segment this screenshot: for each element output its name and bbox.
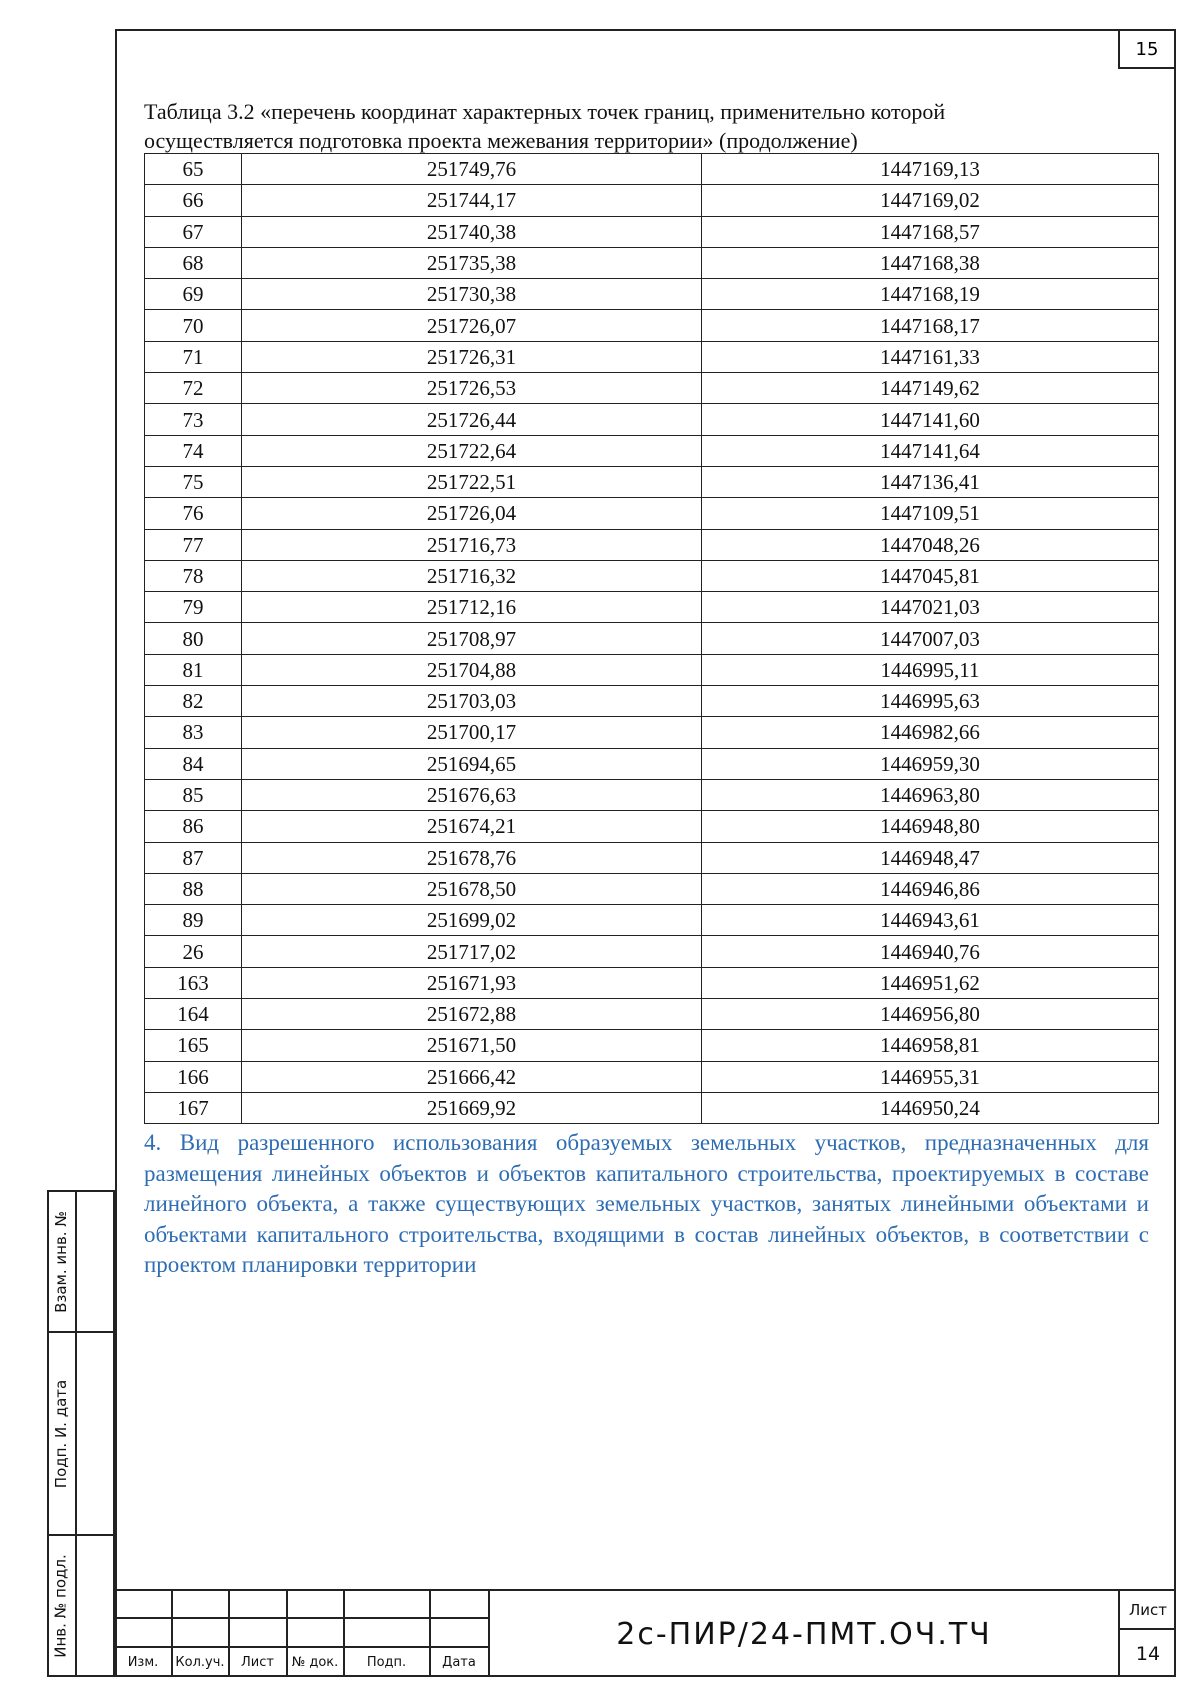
table-row	[145, 310, 1159, 341]
x-coordinate-cell: 251676,63	[242, 779, 702, 810]
point-number-cell: 165	[145, 1030, 242, 1061]
x-coordinate-cell: 251699,02	[242, 905, 702, 936]
x-coordinate-cell: 251726,04	[242, 498, 702, 529]
table-row	[145, 999, 1159, 1030]
point-number-cell: 73	[145, 404, 242, 435]
table-row	[145, 623, 1159, 654]
y-coordinate-cell: 1446959,30	[702, 748, 1159, 779]
side-label-inv-text: Инв. № подл.	[52, 1553, 71, 1658]
table-row	[145, 560, 1159, 591]
table-row	[145, 936, 1159, 967]
table-caption: Таблица 3.2 «перечень координат характерных точек границ, применительно которой осуществляется подготовка проекта межевания территории» (продолжение)	[144, 99, 946, 153]
tb-label-izm: Изм.	[127, 1655, 159, 1670]
point-number-cell: 85	[145, 779, 242, 810]
point-number-cell: 71	[145, 341, 242, 372]
x-coordinate-cell: 251726,07	[242, 310, 702, 341]
side-label-vzam-text: Взам. инв. №	[52, 1210, 70, 1313]
point-number-cell: 79	[145, 592, 242, 623]
x-coordinate-cell: 251700,17	[242, 717, 702, 748]
tb-label-doc-number: № док.	[291, 1655, 339, 1670]
side-label-podp	[47, 1331, 75, 1536]
point-number-cell: 69	[145, 279, 242, 310]
tb-label-data: Дата	[442, 1655, 476, 1670]
y-coordinate-cell: 1446946,86	[702, 873, 1159, 904]
point-number-cell: 166	[145, 1061, 242, 1092]
table-row	[145, 1092, 1159, 1123]
x-coordinate-cell: 251717,02	[242, 936, 702, 967]
point-number-cell: 84	[145, 748, 242, 779]
point-number-cell: 67	[145, 216, 242, 247]
table-row	[145, 842, 1159, 873]
y-coordinate-cell: 1447149,62	[702, 373, 1159, 404]
x-coordinate-cell: 251716,32	[242, 560, 702, 591]
x-coordinate-cell: 251694,65	[242, 748, 702, 779]
document-code: 2с-ПИР/24-ПМТ.ОЧ.ТЧ	[616, 1616, 992, 1652]
title-block	[115, 1589, 1176, 1677]
x-coordinate-cell: 251749,76	[242, 154, 702, 185]
point-number-cell: 74	[145, 435, 242, 466]
table-row	[145, 279, 1159, 310]
x-coordinate-cell: 251712,16	[242, 592, 702, 623]
table-row	[145, 779, 1159, 810]
point-number-cell: 72	[145, 373, 242, 404]
y-coordinate-cell: 1447168,19	[702, 279, 1159, 310]
y-coordinate-cell: 1446955,31	[702, 1061, 1159, 1092]
table-row	[145, 717, 1159, 748]
y-coordinate-cell: 1447045,81	[702, 560, 1159, 591]
y-coordinate-cell: 1447136,41	[702, 466, 1159, 497]
x-coordinate-cell: 251678,50	[242, 873, 702, 904]
point-number-cell: 77	[145, 529, 242, 560]
table-row	[145, 185, 1159, 216]
table-row	[145, 529, 1159, 560]
x-coordinate-cell: 251735,38	[242, 247, 702, 278]
table-row	[145, 373, 1159, 404]
x-coordinate-cell: 251740,38	[242, 216, 702, 247]
table-row	[145, 967, 1159, 998]
table-row	[145, 1030, 1159, 1061]
table-row	[145, 905, 1159, 936]
x-coordinate-cell: 251671,93	[242, 967, 702, 998]
table-row	[145, 404, 1159, 435]
y-coordinate-cell: 1446958,81	[702, 1030, 1159, 1061]
point-number-cell: 83	[145, 717, 242, 748]
y-coordinate-cell: 1446948,47	[702, 842, 1159, 873]
table-row	[145, 748, 1159, 779]
y-coordinate-cell: 1447048,26	[702, 529, 1159, 560]
y-coordinate-cell: 1446956,80	[702, 999, 1159, 1030]
coordinates-table-body	[145, 154, 1159, 1124]
y-coordinate-cell: 1446950,24	[702, 1092, 1159, 1123]
y-coordinate-cell: 1447141,64	[702, 435, 1159, 466]
table-row	[145, 873, 1159, 904]
x-coordinate-cell: 251722,64	[242, 435, 702, 466]
x-coordinate-cell: 251708,97	[242, 623, 702, 654]
side-label-podp-text: Подп. И. дата	[52, 1379, 71, 1488]
y-coordinate-cell: 1447169,02	[702, 185, 1159, 216]
x-coordinate-cell: 251716,73	[242, 529, 702, 560]
y-coordinate-cell: 1446963,80	[702, 779, 1159, 810]
table-row	[145, 216, 1159, 247]
section-4-text: 4. Вид разрешенного использования образуемых земельных участков, предназначенных для размещения линейных объектов и объектов капитального строительства, проектируемых в составе линейного объекта, а также существующих земельных участков, занятых линейными объектами и объектами капитального строительства, входящими в состав линейных объектов, в соответствии с проектом планировки территории	[144, 1130, 1149, 1278]
table-row	[145, 341, 1159, 372]
table-row	[145, 154, 1159, 185]
sheet-number: 14	[1135, 1642, 1161, 1665]
x-coordinate-cell: 251669,92	[242, 1092, 702, 1123]
table-row	[145, 247, 1159, 278]
point-number-cell: 80	[145, 623, 242, 654]
x-coordinate-cell: 251726,31	[242, 341, 702, 372]
side-label-inv	[47, 1534, 75, 1677]
point-number-cell: 65	[145, 154, 242, 185]
point-number-cell: 163	[145, 967, 242, 998]
point-number-cell: 86	[145, 811, 242, 842]
table-row	[145, 686, 1159, 717]
y-coordinate-cell: 1447168,57	[702, 216, 1159, 247]
x-coordinate-cell: 251726,44	[242, 404, 702, 435]
y-coordinate-cell: 1446982,66	[702, 717, 1159, 748]
x-coordinate-cell: 251744,17	[242, 185, 702, 216]
table-row	[145, 654, 1159, 685]
y-coordinate-cell: 1447168,17	[702, 310, 1159, 341]
y-coordinate-cell: 1446995,63	[702, 686, 1159, 717]
table-row	[145, 498, 1159, 529]
table-row	[145, 811, 1159, 842]
x-coordinate-cell: 251722,51	[242, 466, 702, 497]
y-coordinate-cell: 1447021,03	[702, 592, 1159, 623]
x-coordinate-cell: 251672,88	[242, 999, 702, 1030]
side-divider	[75, 1190, 77, 1677]
x-coordinate-cell: 251703,03	[242, 686, 702, 717]
y-coordinate-cell: 1447168,38	[702, 247, 1159, 278]
tb-label-list: Лист	[241, 1655, 274, 1670]
point-number-cell: 76	[145, 498, 242, 529]
table-row	[145, 435, 1159, 466]
y-coordinate-cell: 1446948,80	[702, 811, 1159, 842]
point-number-cell: 66	[145, 185, 242, 216]
y-coordinate-cell: 1446995,11	[702, 654, 1159, 685]
point-number-cell: 75	[145, 466, 242, 497]
x-coordinate-cell: 251678,76	[242, 842, 702, 873]
point-number-cell: 70	[145, 310, 242, 341]
x-coordinate-cell: 251671,50	[242, 1030, 702, 1061]
y-coordinate-cell: 1446943,61	[702, 905, 1159, 936]
side-label-vzam	[47, 1190, 75, 1333]
table-row	[145, 592, 1159, 623]
x-coordinate-cell: 251704,88	[242, 654, 702, 685]
point-number-cell: 87	[145, 842, 242, 873]
y-coordinate-cell: 1447161,33	[702, 341, 1159, 372]
top-page-number: 15	[1118, 29, 1176, 69]
point-number-cell: 78	[145, 560, 242, 591]
y-coordinate-cell: 1447007,03	[702, 623, 1159, 654]
point-number-cell: 81	[145, 654, 242, 685]
point-number-cell: 89	[145, 905, 242, 936]
point-number-cell: 68	[145, 247, 242, 278]
coordinates-table	[144, 153, 1159, 1124]
point-number-cell: 26	[145, 936, 242, 967]
x-coordinate-cell: 251666,42	[242, 1061, 702, 1092]
x-coordinate-cell: 251730,38	[242, 279, 702, 310]
point-number-cell: 82	[145, 686, 242, 717]
sheet-label: Лист	[1128, 1600, 1167, 1619]
x-coordinate-cell: 251726,53	[242, 373, 702, 404]
point-number-cell: 164	[145, 999, 242, 1030]
tb-label-podp: Подп.	[366, 1655, 407, 1670]
y-coordinate-cell: 1447109,51	[702, 498, 1159, 529]
x-coordinate-cell: 251674,21	[242, 811, 702, 842]
tb-label-kol-uch: Кол.уч.	[175, 1655, 225, 1670]
y-coordinate-cell: 1446940,76	[702, 936, 1159, 967]
y-coordinate-cell: 1447169,13	[702, 154, 1159, 185]
point-number-cell: 167	[145, 1092, 242, 1123]
table-row	[145, 1061, 1159, 1092]
y-coordinate-cell: 1447141,60	[702, 404, 1159, 435]
point-number-cell: 88	[145, 873, 242, 904]
y-coordinate-cell: 1446951,62	[702, 967, 1159, 998]
table-row	[145, 466, 1159, 497]
